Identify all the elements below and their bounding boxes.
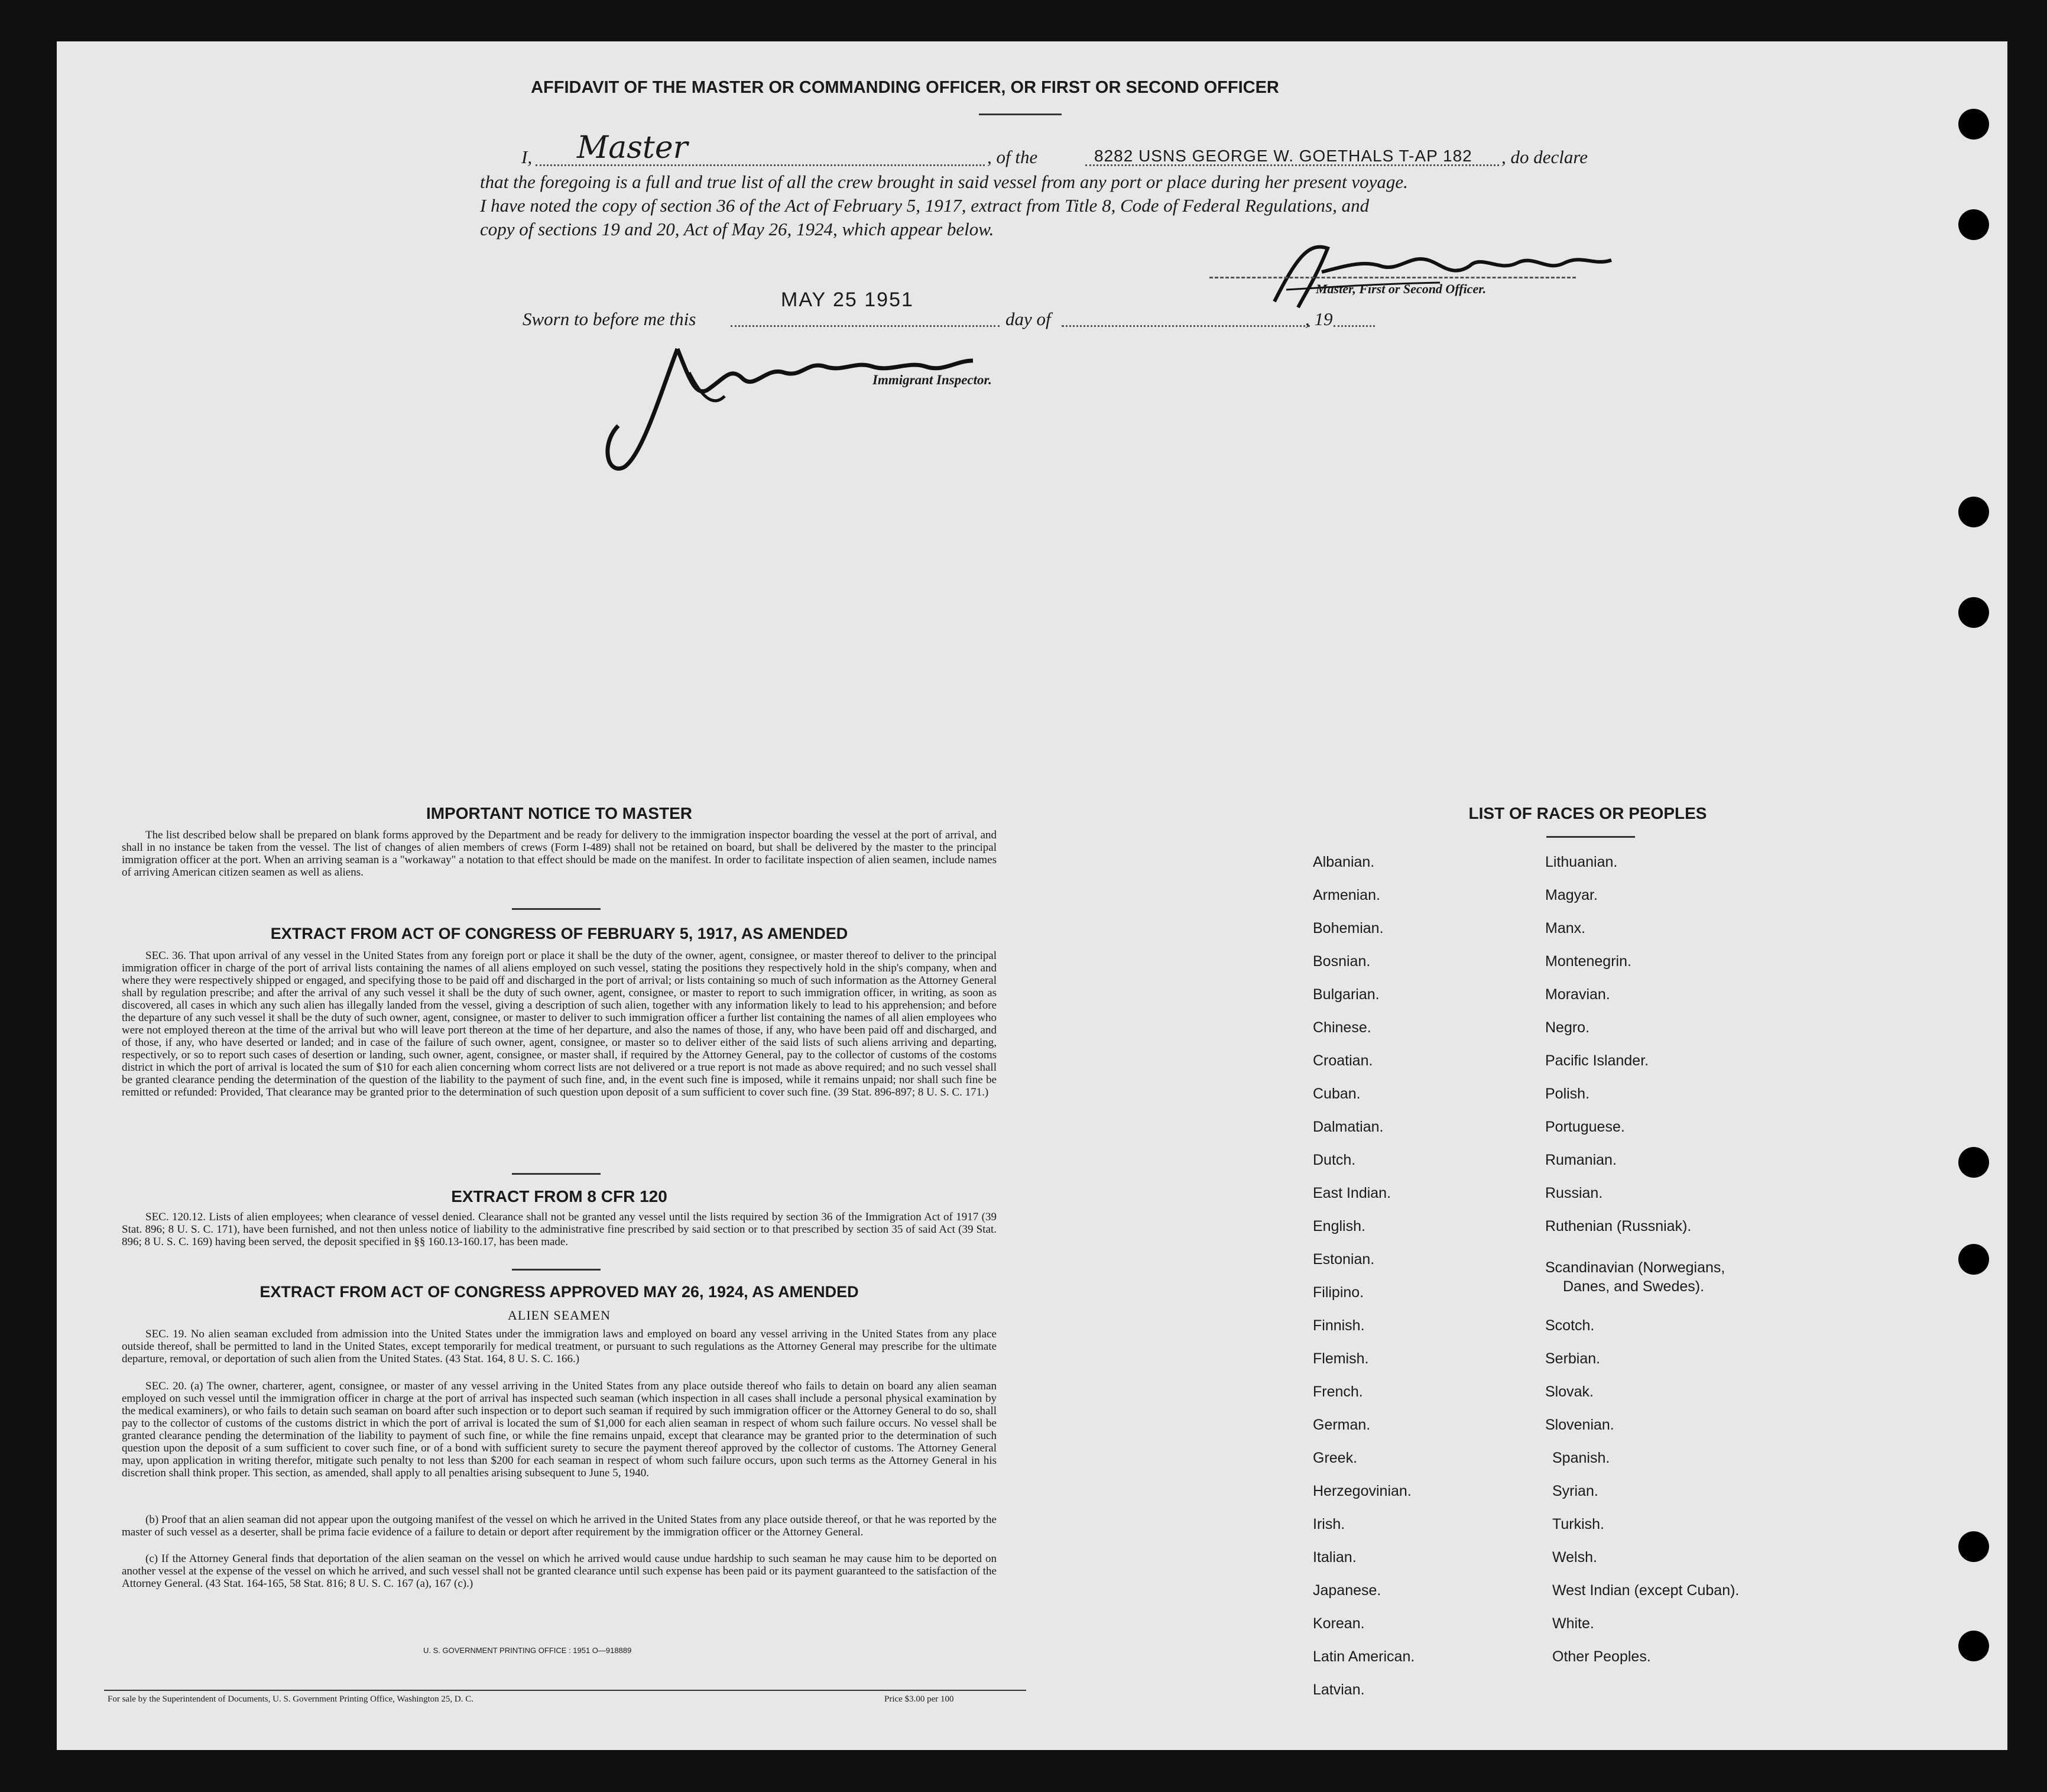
notice-rule [512, 908, 601, 910]
extract-1924-sec20c: (c) If the Attorney General finds that deportation of the alien seaman on the vessel on which he arrived would cause undue hardship to such seaman he may cause him to be deported on another vessel at the expense of the vessel on which he arrived, and such vessel shall not be granted clearance until such expense has been paid or its payment guaranteed to the satisfaction of the Attorney General. (43 Stat. 164-165, 58 Stat. 816; 8 U. S. C. 167 (a), 167 (c).) [122, 1553, 997, 1590]
punch-hole [1958, 209, 1989, 240]
race-item: Latin American. [1313, 1648, 1415, 1665]
race-item: Rumanian. [1545, 1152, 1617, 1168]
race-item: Manx. [1545, 920, 1586, 936]
title-rule [979, 114, 1062, 115]
race-item: Estonian. [1313, 1251, 1375, 1268]
race-item: Lithuanian. [1545, 854, 1618, 870]
race-item: Cuban. [1313, 1085, 1361, 1102]
extract-1924-sec20a: SEC. 20. (a) The owner, charterer, agent, consignee, or master of any vessel arriving in the United States from any place outside thereof who fails to detain on board any alien seaman employed on such vessel until the immigration officer in charge at the port of arrival has inspected such seaman (which inspection in all cases shall include a personal physical examination by the medical examiners), or who fails to detain such seaman on board after such inspection or to deport such seaman if required by such immigration officer or the Attorney General to do so, shall pay to the collector of customs of the customs district in which the port of arrival is located the sum of $1,000 for each alien seaman in respect of whom such failure occurs. No vessel shall be granted clearance pending the determination of the liability to payment of such fine, or while the fine remains unpaid, except that clearance may be granted prior to the determination of such question upon the deposit of a sum sufficient to cover such fine, or of a bond with sufficient surety to secure the payment thereof approved by the collector of customs. The Attorney General may, upon application in writing therefor, mitigate such penalty to not less than $200 for each seaman in respect of whom such failure occurs, upon such terms as the Attorney General in his discretion shall think proper. This section, as amended, shall apply to all penalties arising subsequent to June 5, 1940. [122, 1380, 997, 1479]
race-item: Armenian. [1313, 887, 1380, 903]
race-item: Polish. [1545, 1085, 1590, 1102]
gpo-line: U. S. GOVERNMENT PRINTING OFFICE : 1951 O—918889 [423, 1646, 632, 1655]
race-item: Finnish. [1313, 1317, 1365, 1334]
race-item: Korean. [1313, 1615, 1365, 1632]
race-item: Herzegovinian. [1313, 1483, 1412, 1499]
race-item: Scandinavian (Norwegians, [1545, 1259, 1725, 1276]
race-item: Welsh. [1552, 1549, 1597, 1566]
year-label: , 19 [1305, 309, 1333, 329]
punch-hole [1958, 1531, 1989, 1562]
affidavit-line-3: I have noted the copy of section 36 of the Act of February 5, 1917, extract from Title 8, Code of Federal Regulations, and [480, 195, 1370, 216]
extract-1924-sec20b: (b) Proof that an alien seaman did not appear upon the outgoing manifest of the vessel on which he arrived in the United States from any place outside thereof, or that he was reported by the master of such vessel as a deserter, shall be prima facie evidence of a failure to detain or deport after requirement by the immigration officer or the Attorney General. [122, 1514, 997, 1538]
race-item: Chinese. [1313, 1019, 1371, 1036]
race-item: Slovenian. [1545, 1417, 1614, 1433]
master-signature-caption: Master, First or Second Officer. [1316, 281, 1487, 296]
day-of-label: day of [1005, 309, 1051, 329]
punch-hole [1958, 497, 1989, 527]
footer-price: Price $3.00 per 100 [884, 1694, 954, 1704]
races-title: LIST OF RACES OR PEOPLES [1468, 804, 1707, 822]
races-rule [1546, 836, 1635, 838]
extract-cfr-title: EXTRACT FROM 8 CFR 120 [451, 1187, 667, 1206]
race-item: Slovak. [1545, 1383, 1594, 1400]
punch-hole [1958, 1147, 1989, 1178]
punch-hole [1958, 597, 1989, 628]
race-item: Ruthenian (Russniak). [1545, 1218, 1692, 1234]
race-item: Croatian. [1313, 1052, 1373, 1069]
notice-title: IMPORTANT NOTICE TO MASTER [426, 804, 693, 822]
race-item: Bulgarian. [1313, 986, 1380, 1003]
race-item: Irish. [1313, 1516, 1345, 1532]
master-handwritten: Master [577, 130, 688, 166]
notice-text: The list described below shall be prepared on blank forms approved by the Department and be ready for delivery to the immigration inspector boarding the vessel at the port of arrival, and shall in no instance be taken from the vessel. The list of changes of alien members of crews (Form I-489) shall not be retained on board, but shall be delivered by the master to the principal immigration officer at the port. When an arriving seaman is a "workaway" a notation to that effect should be made on the manifest. In order to facilitate inspection of alien seamen, include names of arriving American citizen seamen as well as aliens. [122, 829, 997, 879]
punch-hole [1958, 1244, 1989, 1275]
race-item: Greek. [1313, 1450, 1358, 1466]
race-item: Russian. [1545, 1185, 1603, 1201]
do-declare-label: , do declare [1501, 147, 1588, 167]
extract-1924-title: EXTRACT FROM ACT OF CONGRESS APPROVED MAY 26, 1924, AS AMENDED [259, 1283, 859, 1301]
extract-cfr-text: SEC. 120.12. Lists of alien employees; when clearance of vessel denied. Clearance shall not be granted any vessel until the lists required by section 36 of the Immigration Act of 1917 (39 Stat. 896; 8 U. S. C. 171), have been furnished, and not then unless notice of liability to the administrative fine prescribed by said section or to that prescribed by section 35 of said Act (39 Stat. 896; 8 U. S. C. 169) having been served, the deposit specified in §§ 160.13-160.17, has been made. [122, 1211, 997, 1248]
extract-1924-sec19: SEC. 19. No alien seaman excluded from admission into the United States under the immigration laws and employed on board any vessel arriving in the United States from any place outside thereof, shall be permitted to land in the United States, except temporarily for medical treatment, or pursuant to such regulations as the Attorney General may prescribe for the ultimate departure, removal, or deportation of such alien from the United States. (43 Stat. 164, 8 U. S. C. 166.) [122, 1328, 997, 1365]
affidavit-title: AFFIDAVIT OF THE MASTER OR COMMANDING OFFICER, OR FIRST OR SECOND OFFICER [531, 78, 1279, 97]
race-item: Serbian. [1545, 1350, 1601, 1367]
inspector-caption: Immigrant Inspector. [872, 372, 992, 387]
race-item: Moravian. [1545, 986, 1610, 1003]
race-item: Montenegrin. [1545, 953, 1631, 970]
extract-1917-text: SEC. 36. That upon arrival of any vessel in the United States from any foreign port or place it shall be the duty of the owner, agent, consignee, or master thereof to deliver to the principal immigration officer in charge of the port of arrival lists containing the names of all aliens employed on such vessel, stating the positions they respectively hold in the ship's company, when and where they were respectively shipped or engaged, and specifying those to be paid off and discharged in the port of arrival; or lists containing so much of such information as the Attorney General shall by regulation prescribe; and after the arrival of any such vessel it shall be the duty of such owner, agent, consignee, or master to report to such immigration officer, in writing, as soon as discovered, all cases in which any such alien has illegally landed from the vessel, giving a description of such alien, together with any information likely to lead to his apprehension; and before the departure of any such vessel it shall be the duty of such owner, agent, consignee, or master to deliver to such immigration officer a further list containing the names of all alien employees who were not employed thereon at the time of the arrival but who will leave port thereon at the time of her departure, and also the names of those, if any, who have been paid off and discharged, and of those, if any, who have deserted or landed; and in case of the failure of such owner, agent, consignee, or master so to deliver either of the said lists of such aliens arriving and departing, respectively, or so to report such cases of desertion or landing, such owner, agent, consignee, or master shall, if required by the Attorney General, pay to the collector of customs of the costoms district in which the port of arrival is located the sum of $10 for each alien concerning whom correct lists are not delivered or a true report is not made as above required; and no such vessel shall be granted clearance pending the determination of the question of the liability to the payment of such fine, and, in the event such fine is imposed, while it remains unpaid; nor shall such fine be remitted or refunded: Provided, That clearance may be granted prior to the determination of such question upon deposit of a sum sufficient to cover such fine. (39 Stat. 896-897; 8 U. S. C. 171.) [122, 950, 997, 1098]
document-page [57, 41, 2007, 1750]
race-item: Filipino. [1313, 1284, 1364, 1301]
race-item: Spanish. [1552, 1450, 1610, 1466]
race-item: Dalmatian. [1313, 1119, 1384, 1135]
extract-1924-subtitle: ALIEN SEAMEN [508, 1308, 611, 1323]
race-item: English. [1313, 1218, 1365, 1234]
race-item: Dutch. [1313, 1152, 1356, 1168]
race-item: German. [1313, 1417, 1371, 1433]
race-item: Other Peoples. [1552, 1648, 1651, 1665]
race-item: East Indian. [1313, 1185, 1391, 1201]
footer-sale-text: For sale by the Superintendent of Documents, U. S. Government Printing Office, Washington 25, D. C. [108, 1694, 473, 1704]
affidavit-line-4: copy of sections 19 and 20, Act of May 26, 1924, which appear below. [480, 219, 994, 239]
race-item: Japanese. [1313, 1582, 1381, 1599]
race-item: Turkish. [1552, 1516, 1604, 1532]
race-item: Bohemian. [1313, 920, 1384, 936]
race-item: Negro. [1545, 1019, 1590, 1036]
race-item: Italian. [1313, 1549, 1357, 1566]
race-item: Bosnian. [1313, 953, 1371, 970]
race-item: Danes, and Swedes). [1563, 1278, 1705, 1295]
race-item: Latvian. [1313, 1681, 1365, 1698]
footer-rule [104, 1690, 1026, 1691]
punch-hole [1958, 109, 1989, 140]
race-item: Albanian. [1313, 854, 1375, 870]
vessel-name: 8282 USNS GEORGE W. GOETHALS T-AP 182 [1094, 147, 1472, 165]
race-item: Flemish. [1313, 1350, 1369, 1367]
sworn-label: Sworn to before me this [523, 309, 696, 329]
affidavit-line-2: that the foregoing is a full and true list of all the crew brought in said vessel from any port or place during her present voyage. [480, 171, 1408, 192]
master-signature-line [1209, 277, 1576, 278]
race-item: West Indian (except Cuban). [1552, 1582, 1740, 1599]
inspector-signature [589, 325, 991, 479]
extract-1917-title: EXTRACT FROM ACT OF CONGRESS OF FEBRUARY 5, 1917, AS AMENDED [270, 925, 848, 942]
day-of-line [1062, 325, 1310, 327]
master-signature [1263, 231, 1629, 319]
of-the-label: , of the [987, 147, 1038, 167]
race-item: French. [1313, 1383, 1363, 1400]
i-label: I, [521, 147, 533, 167]
race-item: White. [1552, 1615, 1594, 1632]
punch-hole [1958, 1631, 1989, 1661]
extract-cfr-rule [512, 1269, 601, 1271]
year-line [1334, 325, 1375, 327]
race-item: Magyar. [1545, 887, 1598, 903]
race-item: Portuguese. [1545, 1119, 1625, 1135]
sworn-date-stamp: MAY 25 1951 [781, 289, 914, 311]
race-item: Pacific Islander. [1545, 1052, 1649, 1069]
extract-1917-rule [512, 1173, 601, 1175]
race-item: Scotch. [1545, 1317, 1595, 1334]
race-item: Syrian. [1552, 1483, 1598, 1499]
